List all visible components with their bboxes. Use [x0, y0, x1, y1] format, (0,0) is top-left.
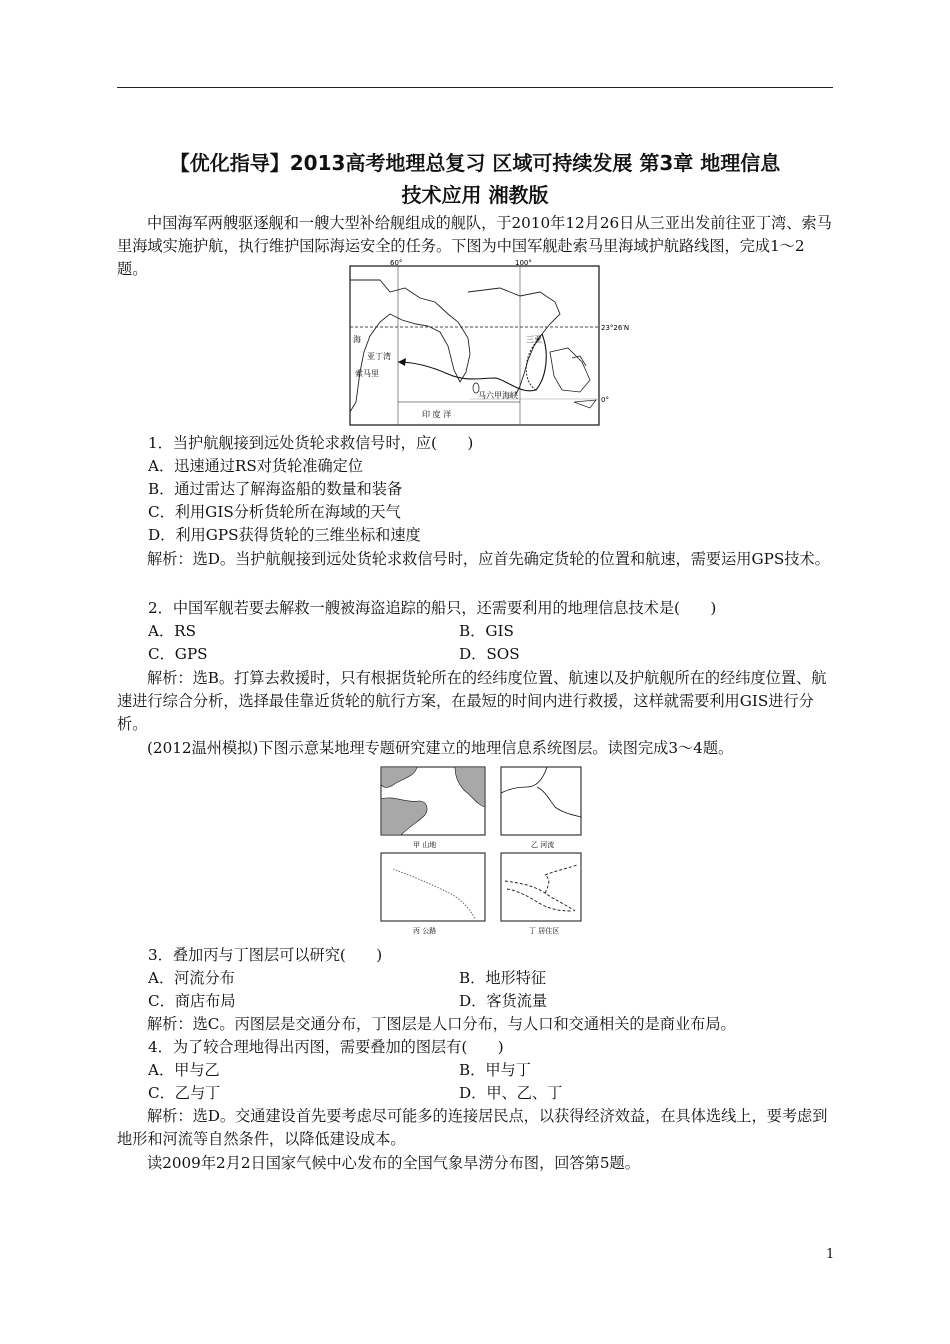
hai-label: 海 [353, 335, 361, 344]
suomali-label: 索马里 [355, 369, 379, 378]
document-title-line1: 【优化指导】2013高考地理总复习 区域可持续发展 第3章 地理信息 [169, 151, 781, 175]
equator-label: 0° [601, 396, 609, 404]
q1-stem: 1．当护航舰接到远处货轮求救信号时，应( ) [148, 434, 474, 452]
q2-option-a: A．RS [148, 622, 196, 640]
q2-option-d: D．SOS [459, 645, 520, 663]
map-frame [350, 266, 599, 425]
gis-layers-figure [379, 765, 583, 937]
q3-option-c: C．商店布局 [148, 992, 236, 1010]
q4-option-a: A．甲与乙 [148, 1061, 220, 1079]
layer-bing-label: 丙 公路 [413, 927, 437, 935]
lon-100-label: 100° [515, 259, 532, 267]
q2-option-c: C．GPS [148, 645, 208, 663]
malacca-label: 马六甲海峡 [478, 391, 518, 400]
q4-option-c: C．乙与丁 [148, 1084, 221, 1102]
q3-analysis: 解析：选C。丙图层是交通分布，丁图层是人口分布，与人口和交通相关的是商业布局。 [147, 1015, 736, 1033]
layer-yi-label: 乙 河流 [531, 841, 555, 849]
header-rule [117, 87, 833, 88]
q2-analysis: 解析：选B。打算去救援时，只有根据货轮所在的经纬度位置、航速以及护航舰所在的经纬度位置、航速进行综合分析，选择最佳靠近货轮的航行方案，在最短的时间内进行救援，这样就需要利用GIS进行分析。 [117, 669, 827, 733]
indian-ocean-label: 印 度 洋 [422, 410, 452, 419]
q1-option-c: C．利用GIS分析货轮所在海域的天气 [148, 503, 401, 521]
lon-60-label: 60° [390, 259, 403, 267]
layer-ding-label: 丁 居住区 [529, 927, 560, 935]
layer-yi-frame [501, 767, 581, 835]
q1-option-a: A．迅速通过RS对货轮准确定位 [148, 457, 364, 475]
q3-option-a: A．河流分布 [148, 969, 235, 987]
escort-route-map [350, 259, 630, 427]
q2-option-b: B．GIS [459, 622, 514, 640]
intro-paragraph-2: (2012温州模拟)下图示意某地理专题研究建立的地理信息系统图层。读图完成3～4题。 [147, 739, 734, 757]
q4-stem: 4．为了较合理地得出丙图，需要叠加的图层有( ) [148, 1038, 504, 1056]
q1-option-b: B．通过雷达了解海盗船的数量和装备 [148, 480, 403, 498]
q2-stem: 2．中国军舰若要去解救一艘被海盗追踪的船只，还需要利用的地理信息技术是( ) [148, 599, 717, 617]
intro-paragraph-3: 读2009年2月2日国家气候中心发布的全国气象旱涝分布图，回答第5题。 [147, 1154, 640, 1172]
sanya-label: 三亚 [526, 335, 542, 344]
q4-option-b: B．甲与丁 [459, 1061, 531, 1079]
tropic-label: 23°26′N [601, 324, 630, 332]
q4-analysis: 解析：选D。交通建设首先要考虑尽可能多的连接居民点，以获得经济效益，在具体选线上，要考虑到地形和河流等自然条件，以降低建设成本。 [117, 1107, 828, 1148]
layer-jia-label: 甲 山地 [413, 841, 437, 849]
layer-bing-frame [381, 853, 485, 921]
intro-paragraph-1: 中国海军两艘驱逐舰和一艘大型补给舰组成的舰队，于2010年12月26日从三亚出发前往亚丁湾、索马里海域实施护航，执行维护国际海运安全的任务。下图为中国军舰赴索马里海域护航路线图，完成1～2题。 [117, 214, 832, 278]
q1-option-d: D．利用GPS获得货轮的三维坐标和速度 [148, 526, 421, 544]
document-title-line2: 技术应用 湘教版 [401, 183, 549, 207]
q3-option-d: D．客货流量 [459, 992, 548, 1010]
q4-option-d: D．甲、乙、丁 [459, 1084, 563, 1102]
page-number: 1 [826, 1247, 835, 1262]
yadingwan-label: 亚丁湾 [367, 352, 391, 361]
q3-option-b: B．地形特征 [459, 969, 547, 987]
q1-analysis: 解析：选D。当护航舰接到远处货轮求救信号时，应首先确定货轮的位置和航速，需要运用GPS技术。 [147, 550, 830, 568]
q3-stem: 3．叠加丙与丁图层可以研究( ) [148, 946, 383, 964]
